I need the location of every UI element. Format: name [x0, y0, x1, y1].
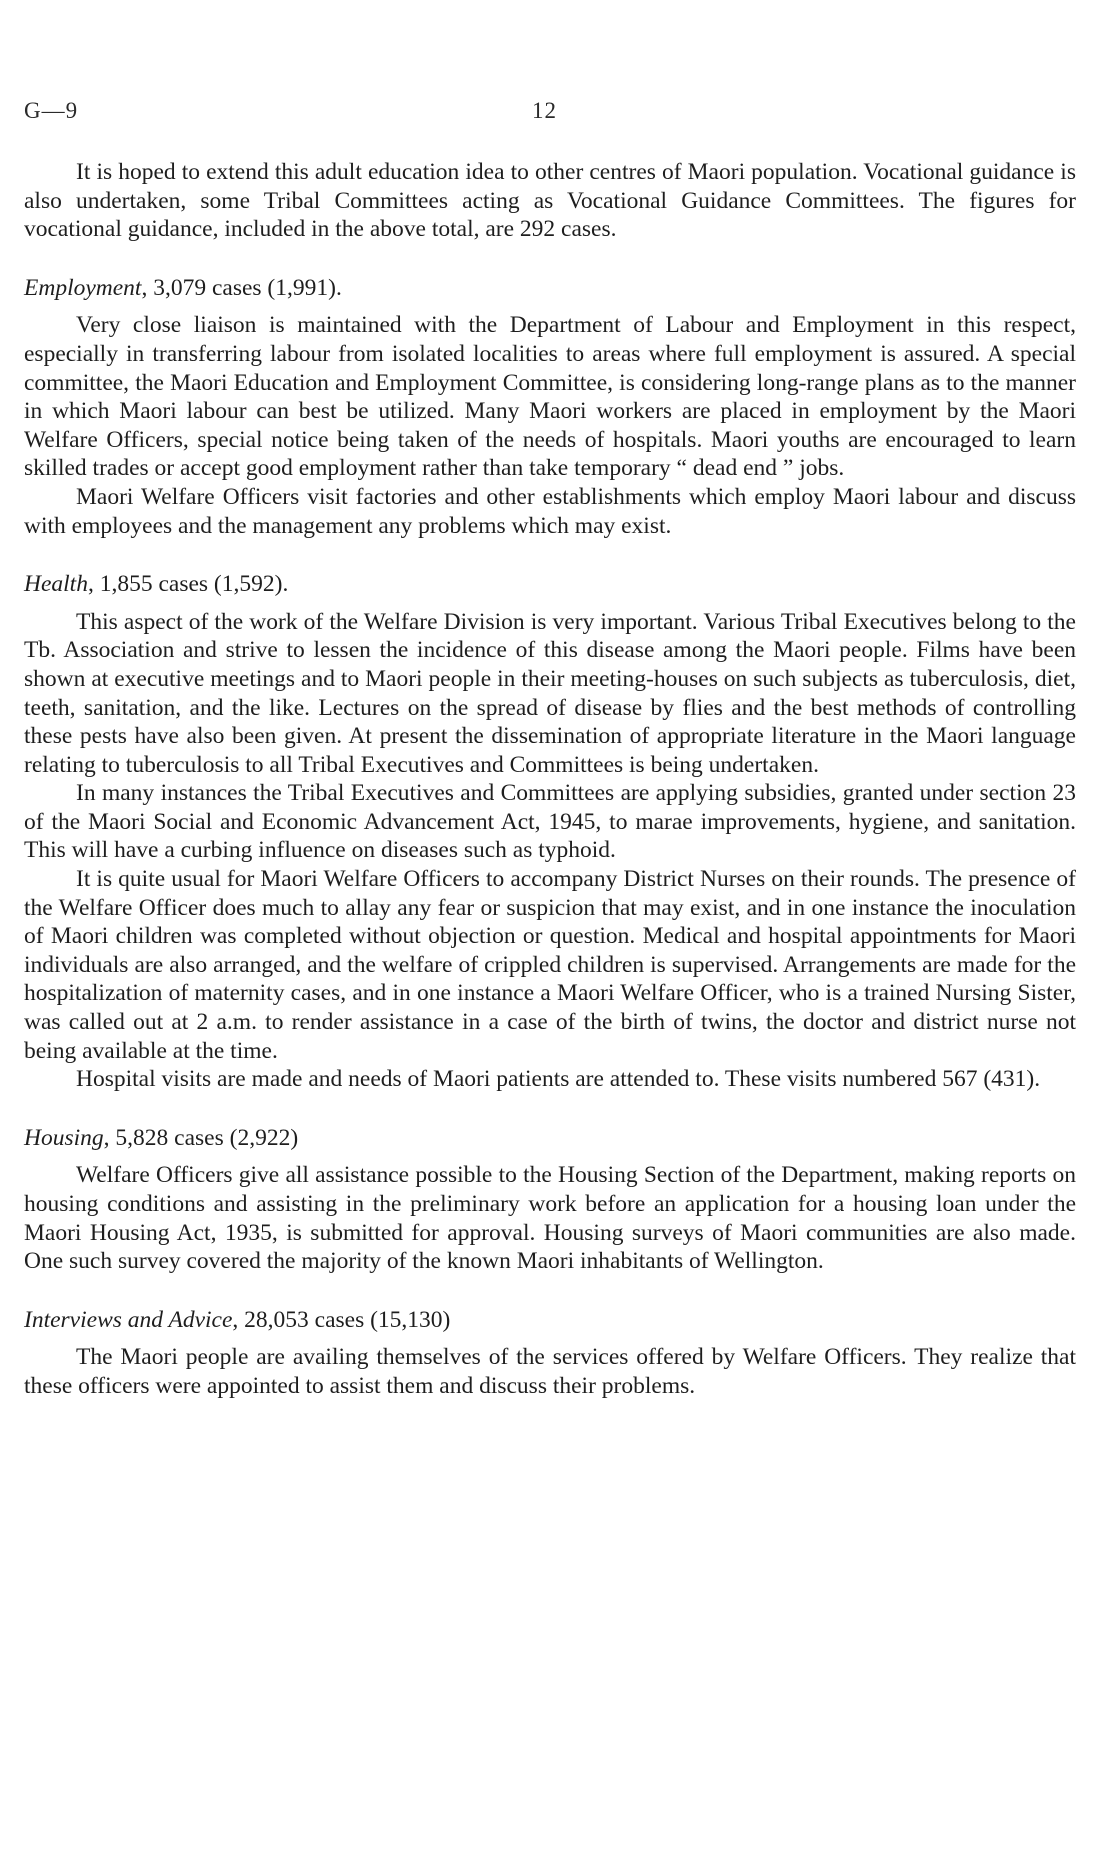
section-employment [24, 274, 1076, 540]
section-heading [24, 1306, 1076, 1335]
section-housing [24, 1124, 1076, 1276]
document-reference: G—9 [24, 98, 79, 123]
paragraph: It is quite usual for Maori Welfare Officers to accompany District Nurses on their rounds. The presence of the Welfare Officer does much to allay any fear or suspicion that may exist, and in one instance the inoculation of Maori children was completed without objection or question. Medical and hospital appointments for Maori individuals are also arranged, and the welfare of crippled children is supervised. Arrangements are made for the hospitalization of maternity cases, and in one instance a Maori Welfare Officer, who is a trained Nursing Sister, was called out at 2 a.m. to render assistance in a case of the birth of twins, the doctor and district nurse not being available at the time. [24, 866, 1076, 1064]
section-figures: , 3,079 cases (1,991). [141, 274, 342, 301]
paragraph: Maori Welfare Officers visit factories and other establishments which employ Maori labour and discuss with employees and the management any problems which may exist. [24, 483, 1076, 539]
paragraph: In many instances the Tribal Executives and Committees are applying subsidies, granted under section 23 of the Maori Social and Economic Advancement Act, 1945, to marae improvements, hygiene, and sanitation. This will have a curbing influence on diseases such as typhoid. [24, 780, 1076, 864]
section-figures: , 1,855 cases (1,592). [87, 571, 289, 598]
paragraph: This aspect of the work of the Welfare Division is very important. Various Tribal Executives belong to the Tb. Association and strive to lessen the incidence of this disease among the Maori people. Films have been shown at executive meetings and to Maori people in their meeting-houses on such subjects as tuberculosis, diet, teeth, sanitation, and the like. Lectures on the spread of disease by flies and the best methods of controlling these pests have also been given. At present the dissemination of appropriate literature in the Maori language relating to tuberculosis to all Tribal Executives and Committees is being undertaken. [24, 608, 1076, 778]
section-heading [24, 570, 1076, 599]
paragraph: Welfare Officers give all assistance possible to the Housing Section of the Department, making reports on housing conditions and assisting in the preliminary work before an application for a housing loan under the Maori Housing Act, 1935, is submitted for approval. Housing surveys of Maori communities are also made. One such survey covered the majority of the known Maori inhabitants of Wellington. [24, 1162, 1076, 1275]
paragraph: The Maori people are availing themselves of the services offered by Welfare Officers. They realize that these officers were appointed to assist them and discuss their problems. [24, 1344, 1076, 1399]
section-figures: , 28,053 cases (15,130) [232, 1306, 451, 1333]
intro-paragraph: It is hoped to extend this adult education idea to other centres of Maori population. Vocational guidance is also undertaken, some Tribal Committees acting as Vocational Guidance Committees. The figures for vocational guidance, included in the above total, are 292 cases. [24, 159, 1076, 243]
section-title: Interviews and Advice [24, 1306, 233, 1333]
section-figures: , 5,828 cases (2,922) [103, 1124, 299, 1151]
paragraph: Hospital visits are made and needs of Maori patients are attended to. These visits numbered 567 (431). [76, 1066, 1041, 1093]
page-header [24, 98, 1074, 128]
section-title: Health [24, 571, 88, 598]
page-number: 12 [532, 98, 557, 123]
page-body [24, 158, 1076, 1401]
section-health [24, 570, 1076, 1094]
section-title: Employment [24, 274, 142, 301]
section-heading [24, 1124, 1076, 1153]
section-interviews-and-advice [24, 1306, 1076, 1401]
section-heading [24, 274, 1076, 303]
section-title: Housing [24, 1124, 104, 1151]
paragraph: Very close liaison is maintained with the Department of Labour and Employment in this respect, especially in transferring labour from isolated localities to areas where full employment is assured. A special committee, the Maori Education and Employment Committee, is considering long-range plans as to the manner in which Maori labour can best be utilized. Many Maori workers are placed in employment by the Maori Welfare Officers, special notice being taken of the needs of hospitals. Maori youths are encouraged to learn skilled trades or accept good employment rather than take temporary “ dead end ” jobs. [24, 312, 1076, 482]
